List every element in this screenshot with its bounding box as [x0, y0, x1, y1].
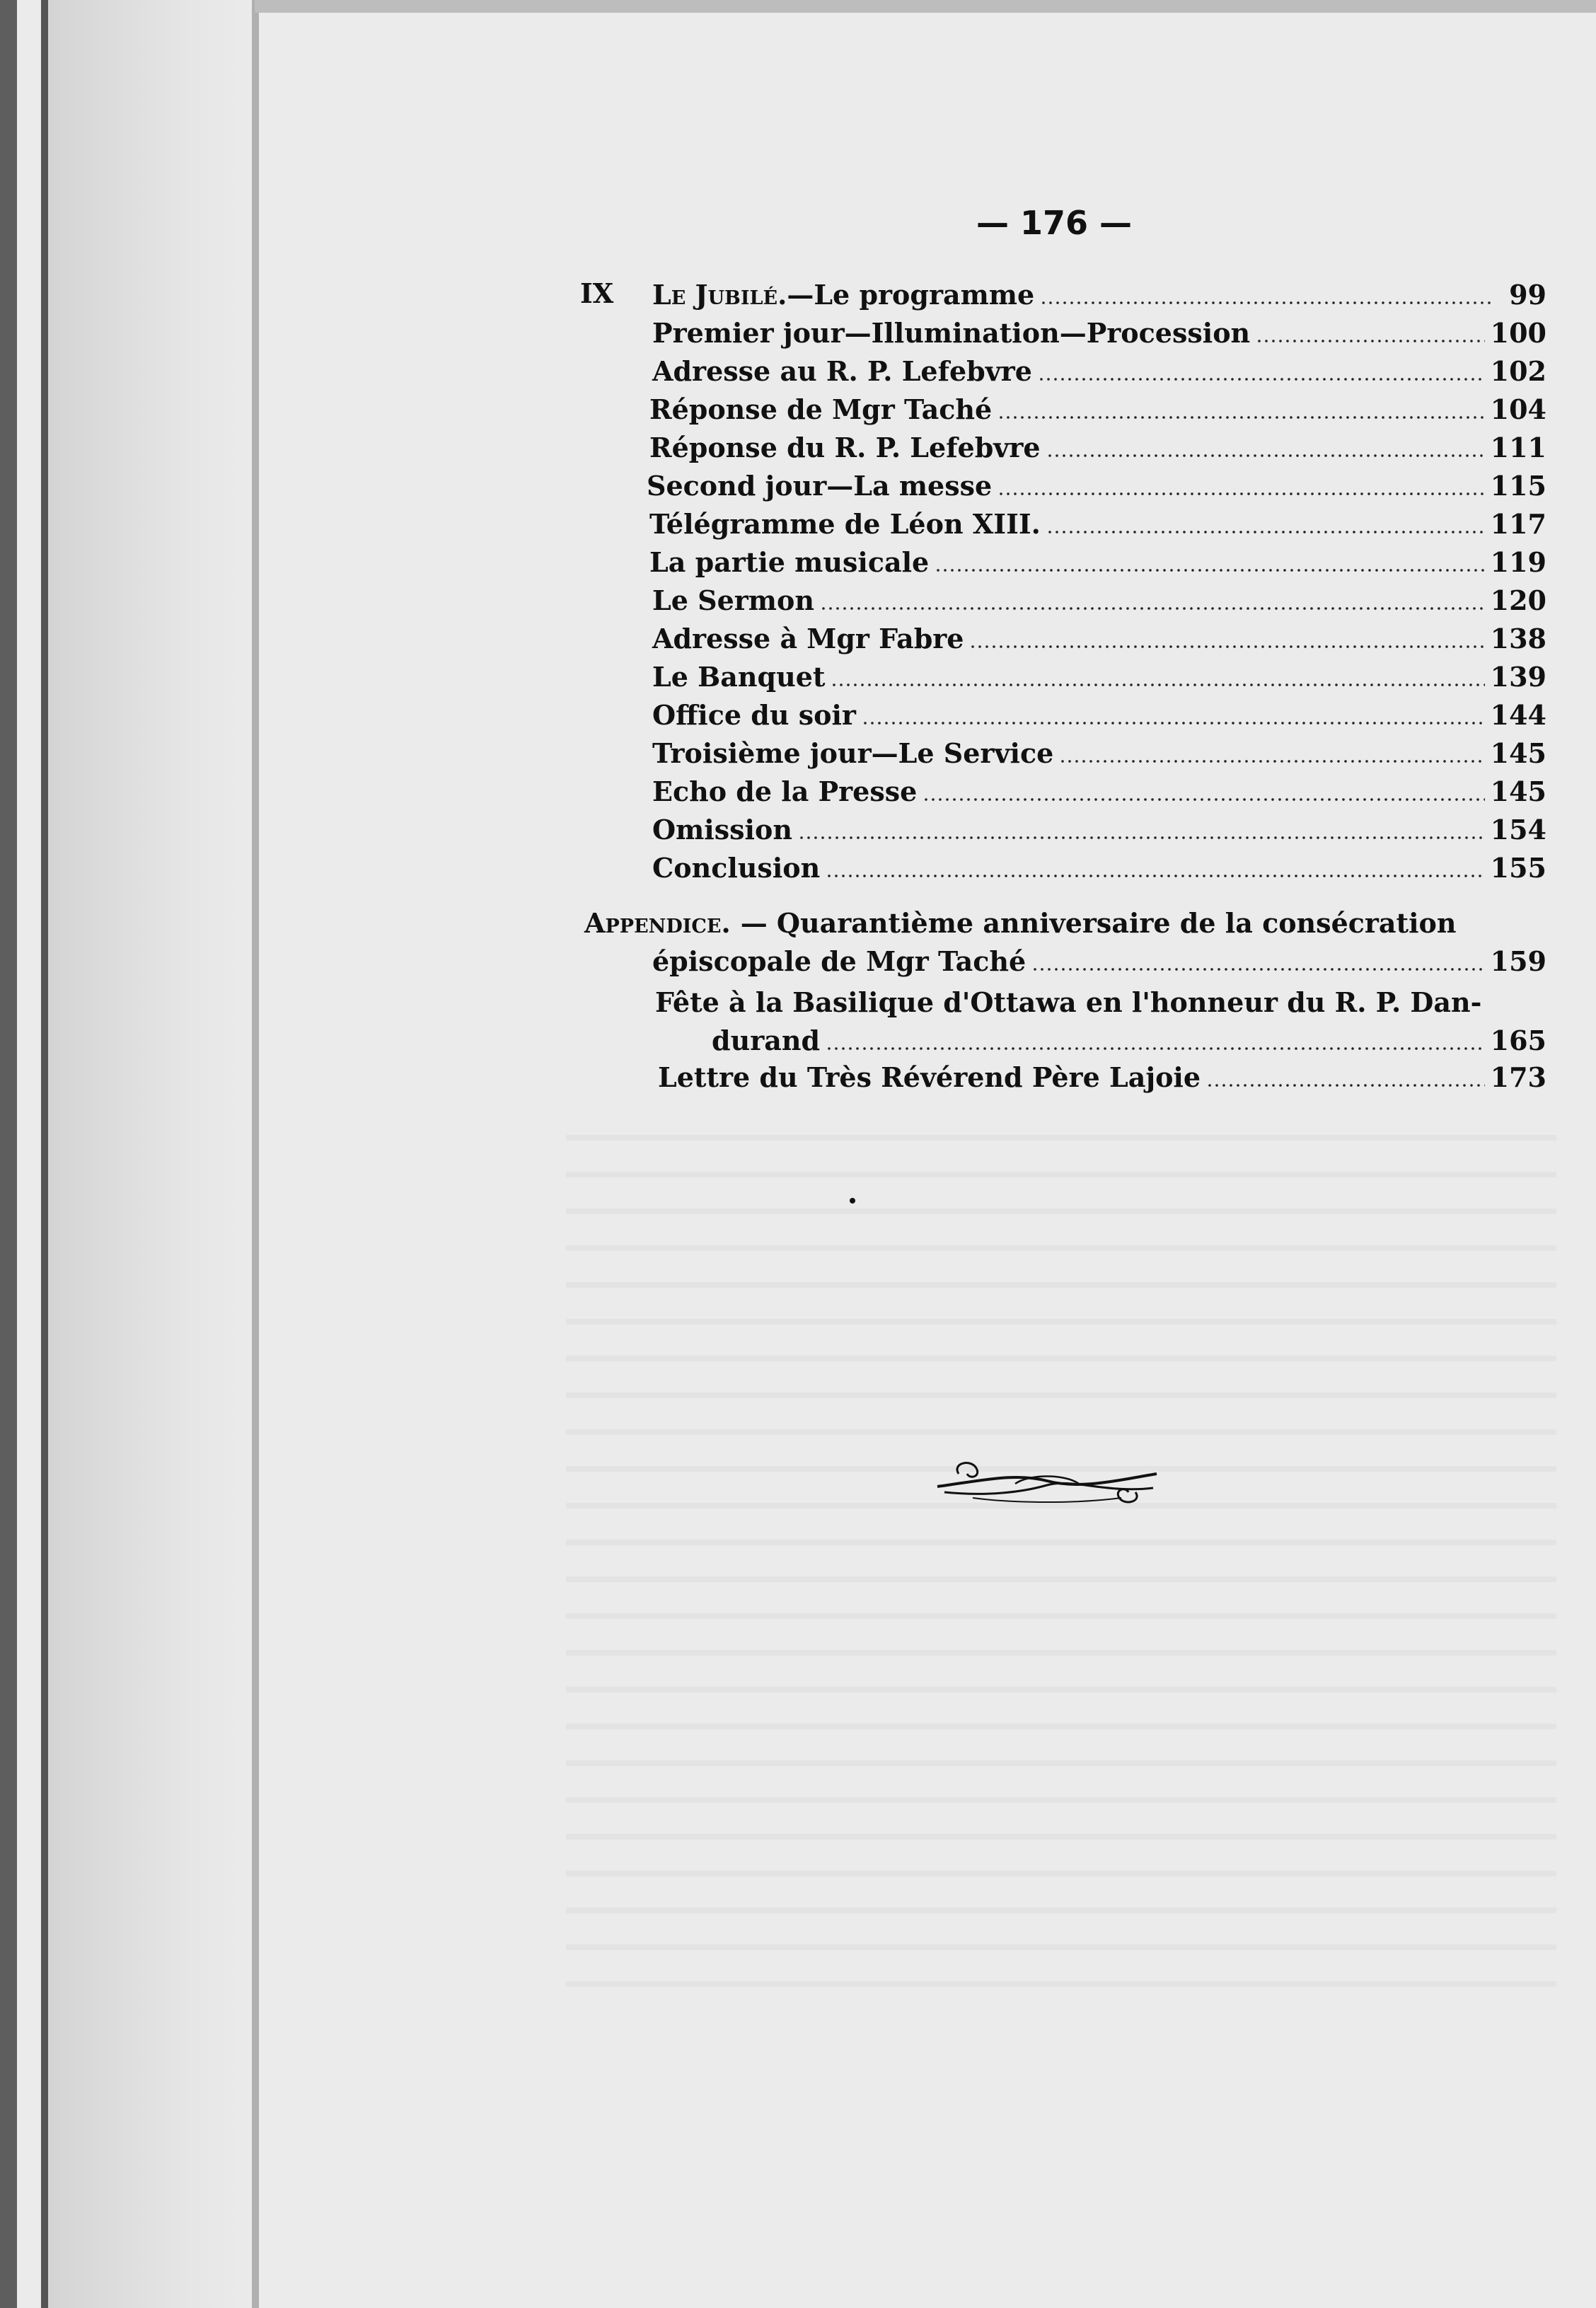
entry-page: 119	[1490, 546, 1546, 578]
toc-entry	[712, 1023, 1546, 1058]
appendix-heading-line	[584, 906, 1490, 941]
appendix-entry-first-line	[655, 985, 1546, 1020]
toc-entry	[652, 621, 1546, 657]
dot-leader	[969, 645, 1484, 648]
entry-title: durand	[712, 1025, 821, 1056]
toc-entry	[652, 736, 1546, 771]
toc-entry	[658, 1060, 1546, 1095]
entry-title: Premier jour—Illumination—Procession	[652, 317, 1251, 349]
entry-page: 138	[1490, 623, 1546, 654]
entry-page: 154	[1490, 814, 1546, 846]
entry-title: Troisième jour—Le Service	[652, 737, 1054, 769]
toc-entry	[652, 698, 1546, 733]
entry-page: 155	[1490, 852, 1546, 884]
page-fold-line	[252, 0, 259, 2308]
entry-page: 102	[1490, 355, 1546, 387]
entry-page: 145	[1490, 737, 1546, 769]
entry-page: 139	[1490, 661, 1546, 693]
dot-leader	[826, 875, 1484, 877]
page-number: — 176 —	[976, 204, 1133, 242]
entry-page: 117	[1490, 508, 1546, 540]
scan-edge-strip	[0, 0, 17, 2308]
toc-entry	[649, 507, 1546, 542]
entry-title: Le Sermon	[652, 584, 814, 616]
entry-title: Télégramme de Léon XIII.	[649, 508, 1041, 540]
entry-title: Conclusion	[652, 852, 821, 884]
entry-title: Adresse à Mgr Fabre	[652, 623, 964, 654]
dot-leader	[1256, 340, 1485, 342]
toc-entry	[652, 583, 1546, 618]
dot-leader	[998, 492, 1484, 495]
dot-leader	[1059, 760, 1484, 763]
toc-entry	[652, 277, 1546, 313]
dot-leader	[935, 569, 1484, 572]
entry-title: Réponse du R. P. Lefebvre	[649, 432, 1041, 463]
ink-speck	[850, 1198, 855, 1204]
entry-title: Lettre du Très Révérend Père Lajoie	[658, 1061, 1201, 1093]
toc-entry	[652, 354, 1546, 389]
toc-entry	[649, 392, 1546, 427]
entry-page: 165	[1490, 1025, 1546, 1056]
entry-page: 173	[1490, 1061, 1546, 1093]
dot-leader	[1038, 378, 1485, 381]
entry-page: 144	[1490, 699, 1546, 731]
entry-title: Echo de la Presse	[652, 775, 918, 807]
scan-edge-line	[41, 0, 48, 2308]
section-number: IX	[580, 277, 614, 309]
bleed-through-texture	[566, 1104, 1556, 1995]
entry-title-prefix: Le Jubilé.	[652, 279, 787, 311]
entry-page: 104	[1490, 393, 1546, 425]
dot-leader	[1046, 531, 1485, 533]
entry-title-text: —Le programme	[787, 279, 1035, 311]
entry-page: 100	[1490, 317, 1546, 349]
dot-leader	[798, 836, 1485, 839]
entry-title: Office du soir	[652, 699, 856, 731]
entry-title: Omission	[652, 814, 792, 846]
entry-title: Réponse de Mgr Taché	[649, 393, 993, 425]
entry-page: 145	[1490, 775, 1546, 807]
dot-leader	[923, 798, 1484, 801]
dot-leader	[1040, 301, 1494, 304]
toc-entry	[652, 659, 1546, 695]
dot-leader	[826, 1047, 1485, 1050]
dot-leader	[831, 683, 1484, 686]
binding-gutter	[48, 0, 253, 2308]
dot-leader	[862, 722, 1485, 725]
toc-entry	[652, 316, 1546, 351]
entry-page: 120	[1490, 584, 1546, 616]
entry-title	[652, 277, 1034, 313]
appendix-entry-first-line: — Quarantième anniversaire de la consécration	[740, 907, 1457, 939]
dot-leader	[1031, 968, 1485, 971]
dot-leader	[820, 607, 1485, 610]
entry-title: Second jour—La messe	[647, 470, 993, 502]
entry-page: 159	[1490, 945, 1546, 977]
scan-top-edge	[255, 0, 1596, 13]
tailpiece-ornament-icon	[930, 1453, 1164, 1509]
entry-title: Le Banquet	[652, 661, 826, 693]
toc-entry	[652, 850, 1546, 886]
entry-title-line1: Fête à la Basilique d'Ottawa en l'honneur du R. P. Dan-	[655, 986, 1482, 1018]
toc-entry	[647, 468, 1546, 504]
entry-page: 99	[1509, 279, 1546, 311]
toc-entry	[649, 430, 1546, 466]
dot-leader	[998, 416, 1485, 419]
dot-leader	[1046, 454, 1485, 457]
entry-page: 111	[1490, 432, 1546, 463]
toc-entry	[652, 944, 1546, 979]
appendix-label: Appendice.	[584, 907, 731, 939]
toc-entry	[652, 812, 1546, 848]
entry-title: La partie musicale	[649, 546, 930, 578]
entry-title: Adresse au R. P. Lefebvre	[652, 355, 1032, 387]
entry-page: 115	[1490, 470, 1546, 502]
toc-entry	[649, 545, 1546, 580]
entry-title: épiscopale de Mgr Taché	[652, 945, 1027, 977]
dot-leader	[1206, 1084, 1485, 1087]
toc-entry	[652, 774, 1546, 809]
